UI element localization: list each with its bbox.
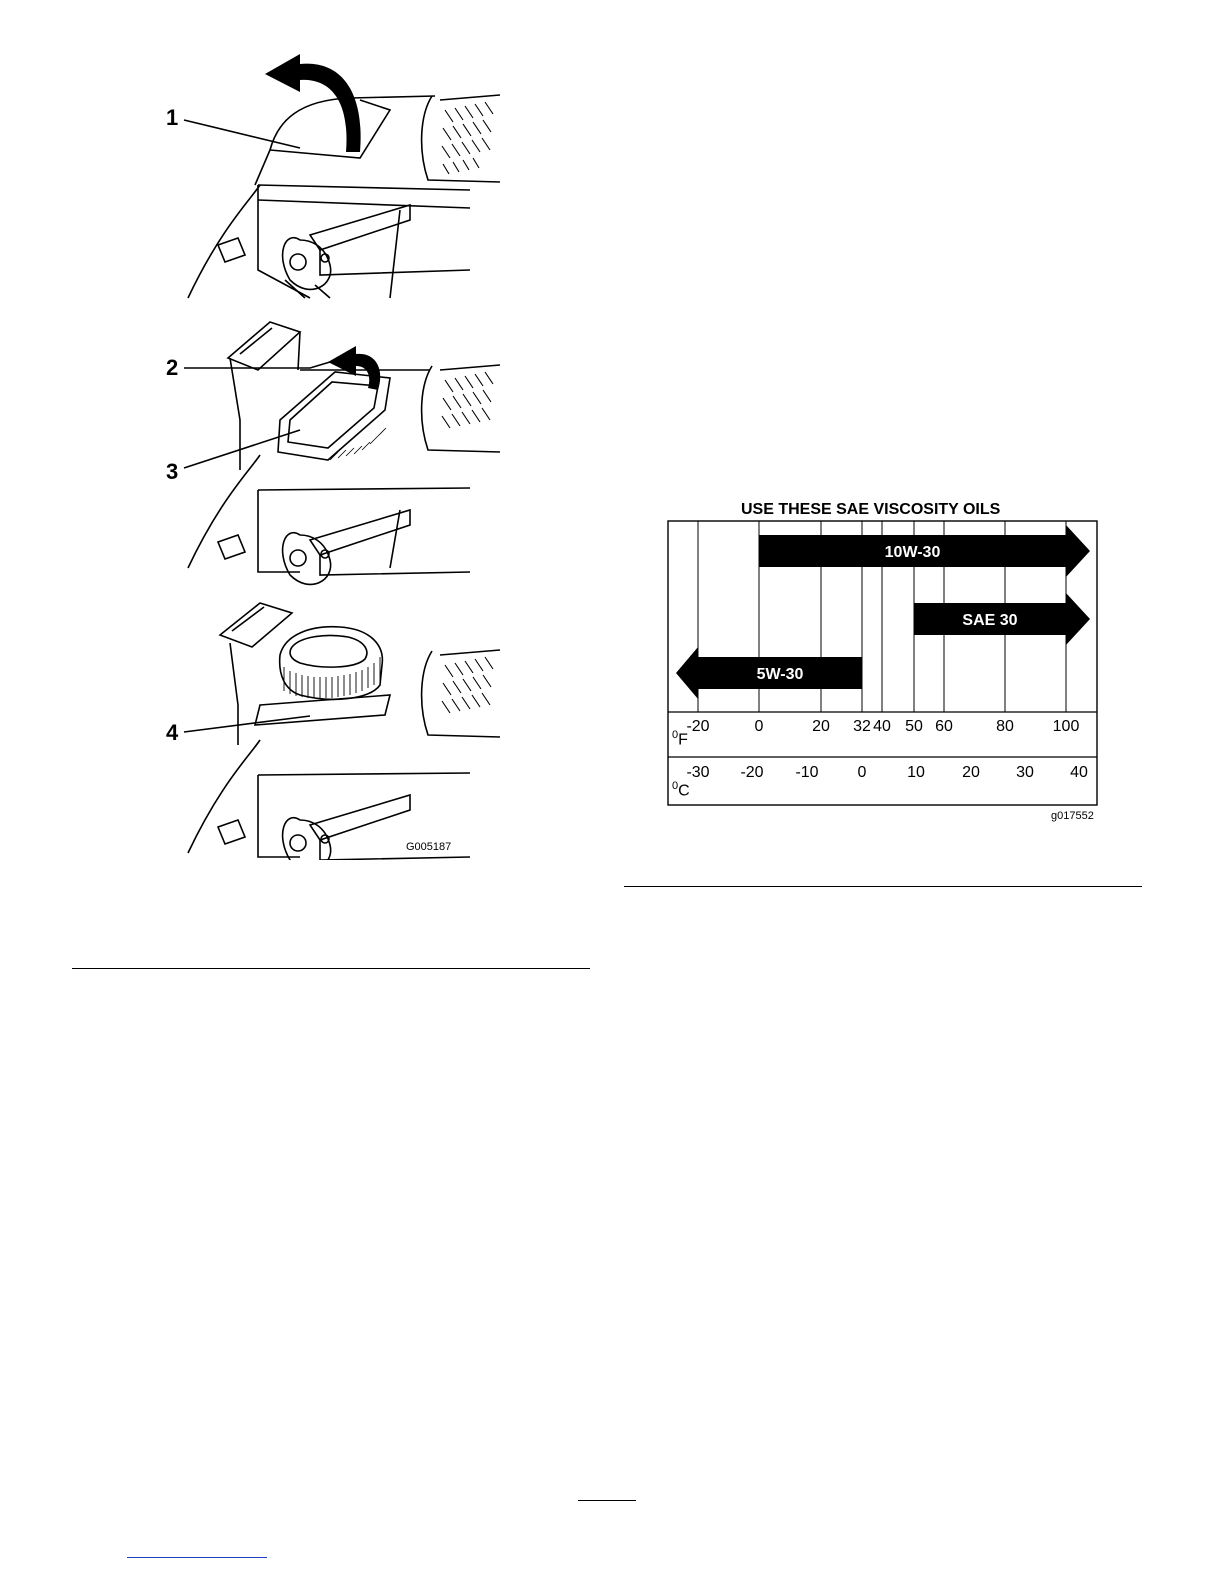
fahrenheit-tick-label: 32 bbox=[853, 718, 871, 735]
celsius-tick-label: 0 bbox=[857, 764, 867, 781]
celsius-letter: C bbox=[678, 782, 690, 800]
callout-1: 1 bbox=[166, 105, 179, 130]
viscosity-chart bbox=[660, 515, 1105, 810]
chart-title: USE THESE SAE VISCOSITY OILS bbox=[741, 501, 1001, 518]
celsius-tick-label: -20 bbox=[740, 764, 764, 781]
celsius-unit bbox=[672, 780, 690, 800]
left-divider bbox=[72, 968, 590, 969]
fahrenheit-tick-label: -20 bbox=[686, 718, 710, 735]
celsius-tick-label: 40 bbox=[1070, 764, 1088, 781]
celsius-tick-label: 20 bbox=[962, 764, 980, 781]
figure-id-left: G005187 bbox=[406, 841, 452, 853]
fahrenheit-tick-label: 50 bbox=[905, 718, 923, 735]
fahrenheit-tick-label: 60 bbox=[935, 718, 953, 735]
panel-1-drawing bbox=[188, 95, 500, 298]
fahrenheit-tick-label: 0 bbox=[754, 718, 764, 735]
band-label: SAE 30 bbox=[962, 612, 1018, 629]
callout-3: 3 bbox=[166, 459, 179, 484]
fahrenheit-tick-label: 100 bbox=[1052, 718, 1080, 735]
celsius-tick-label: -30 bbox=[686, 764, 710, 781]
fahrenheit-letter: F bbox=[678, 731, 688, 749]
callout-4: 4 bbox=[166, 720, 179, 745]
figure-id-chart: g017552 bbox=[1051, 810, 1094, 822]
callout-2: 2 bbox=[166, 355, 179, 380]
fahrenheit-tick-label: 20 bbox=[812, 718, 830, 735]
fahrenheit-unit bbox=[672, 729, 688, 749]
fahrenheit-tick-label: 40 bbox=[873, 718, 891, 735]
panel-3-drawing bbox=[188, 603, 500, 860]
celsius-tick-label: 30 bbox=[1016, 764, 1034, 781]
band-label: 10W-30 bbox=[884, 544, 941, 561]
fahrenheit-degree: 0 bbox=[672, 729, 679, 741]
footer-link-underline[interactable] bbox=[127, 1557, 267, 1558]
celsius-tick-label: -10 bbox=[795, 764, 819, 781]
lift-cover-arrow bbox=[265, 54, 361, 152]
page-number-rule bbox=[578, 1500, 636, 1501]
right-divider bbox=[624, 886, 1142, 887]
celsius-degree: 0 bbox=[672, 780, 679, 792]
celsius-tick-label: 10 bbox=[907, 764, 925, 781]
air-filter-illustration bbox=[160, 40, 500, 860]
band-label: 5W-30 bbox=[756, 666, 804, 683]
fahrenheit-tick-label: 80 bbox=[996, 718, 1014, 735]
